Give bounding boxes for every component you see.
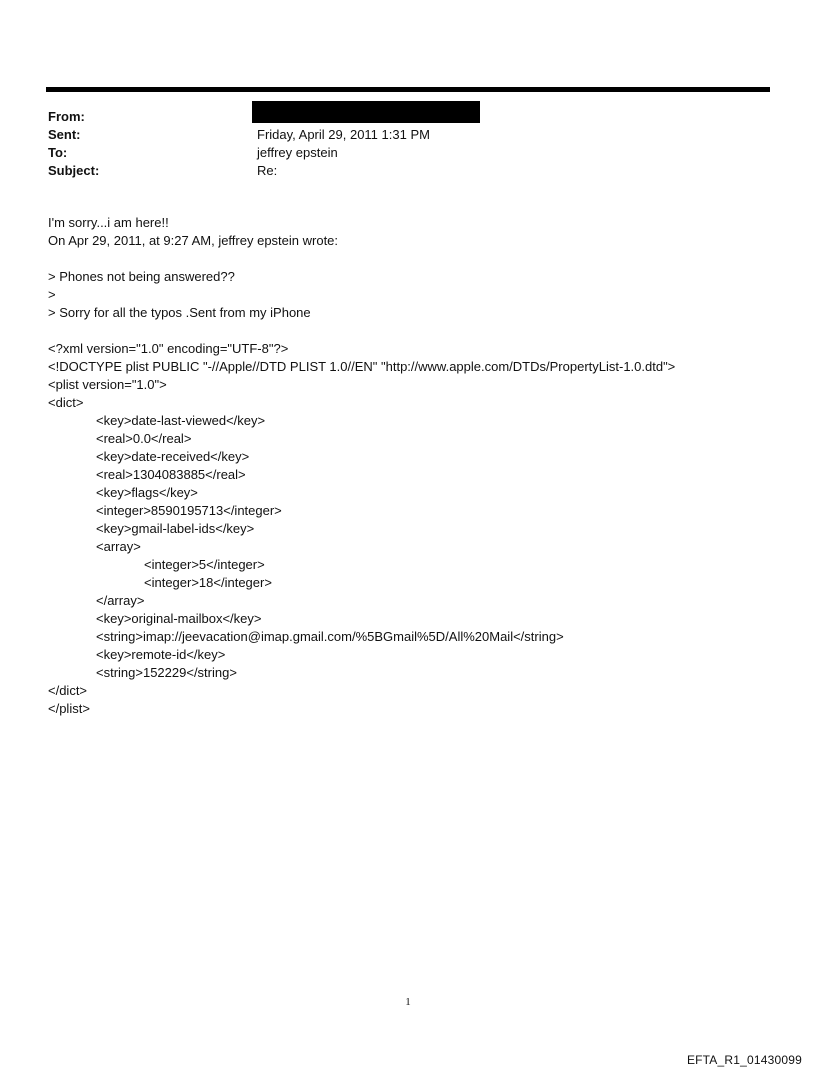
- plist-line: <integer>18</integer>: [144, 575, 272, 590]
- plist-line: <key>date-last-viewed</key>: [96, 413, 266, 428]
- plist-line: <string>152229</string>: [96, 665, 237, 680]
- plist-line: </array>: [96, 593, 145, 608]
- to-label: To:: [48, 145, 68, 160]
- page-number: 1: [405, 996, 411, 1008]
- plist-xml-declaration: <?xml version="1.0" encoding="UTF-8"?>: [48, 341, 289, 356]
- plist-doctype: <!DOCTYPE plist PUBLIC "-//Apple//DTD PLIST 1.0//EN" "http://www.apple.com/DTDs/PropertyList-1.0.dtd">: [48, 359, 676, 374]
- sent-label: Sent:: [48, 127, 81, 142]
- dict-open: <dict>: [48, 395, 84, 410]
- plist-line: <integer>5</integer>: [144, 557, 265, 572]
- spacer: [48, 322, 778, 340]
- plist-line: <string>imap://jeevacation@imap.gmail.com/%5BGmail%5D/All%20Mail</string>: [96, 629, 564, 644]
- plist-line: <integer>8590195713</integer>: [96, 503, 282, 518]
- sent-row: [48, 126, 748, 144]
- quoted-line: > Phones not being answered??: [48, 269, 235, 284]
- plist-line: <real>0.0</real>: [96, 431, 192, 446]
- plist-line: <key>date-received</key>: [96, 449, 250, 464]
- plist-line: <real>1304083885</real>: [96, 467, 246, 482]
- plist-line: <array>: [96, 539, 141, 554]
- plist-line: <key>original-mailbox</key>: [96, 611, 262, 626]
- reply-line: I'm sorry...i am here!!: [48, 215, 169, 230]
- plist-close: </plist>: [48, 701, 90, 716]
- subject-label: Subject:: [48, 163, 100, 178]
- quote-intro: On Apr 29, 2011, at 9:27 AM, jeffrey epstein wrote:: [48, 233, 339, 248]
- sent-value: Friday, April 29, 2011 1:31 PM: [257, 127, 430, 142]
- header-rule: [46, 87, 770, 92]
- spacer: [48, 250, 778, 268]
- to-value: jeffrey epstein: [257, 145, 338, 160]
- plist-line: <key>gmail-label-ids</key>: [96, 521, 255, 536]
- plist-line: <key>remote-id</key>: [96, 647, 226, 662]
- subject-row: [48, 162, 748, 180]
- quoted-line: >: [48, 287, 56, 302]
- subject-value: Re:: [257, 163, 278, 178]
- plist-open: <plist version="1.0">: [48, 377, 167, 392]
- from-row: [48, 108, 748, 126]
- redaction-box: [252, 101, 480, 123]
- plist-line: <key>flags</key>: [96, 485, 198, 500]
- from-label: From:: [48, 109, 85, 124]
- bates-number: EFTA_R1_01430099: [686, 1053, 802, 1067]
- email-body: [48, 214, 778, 718]
- quoted-line: > Sorry for all the typos .Sent from my iPhone: [48, 305, 311, 320]
- email-header: [48, 108, 748, 180]
- to-row: [48, 144, 748, 162]
- dict-close: </dict>: [48, 683, 88, 698]
